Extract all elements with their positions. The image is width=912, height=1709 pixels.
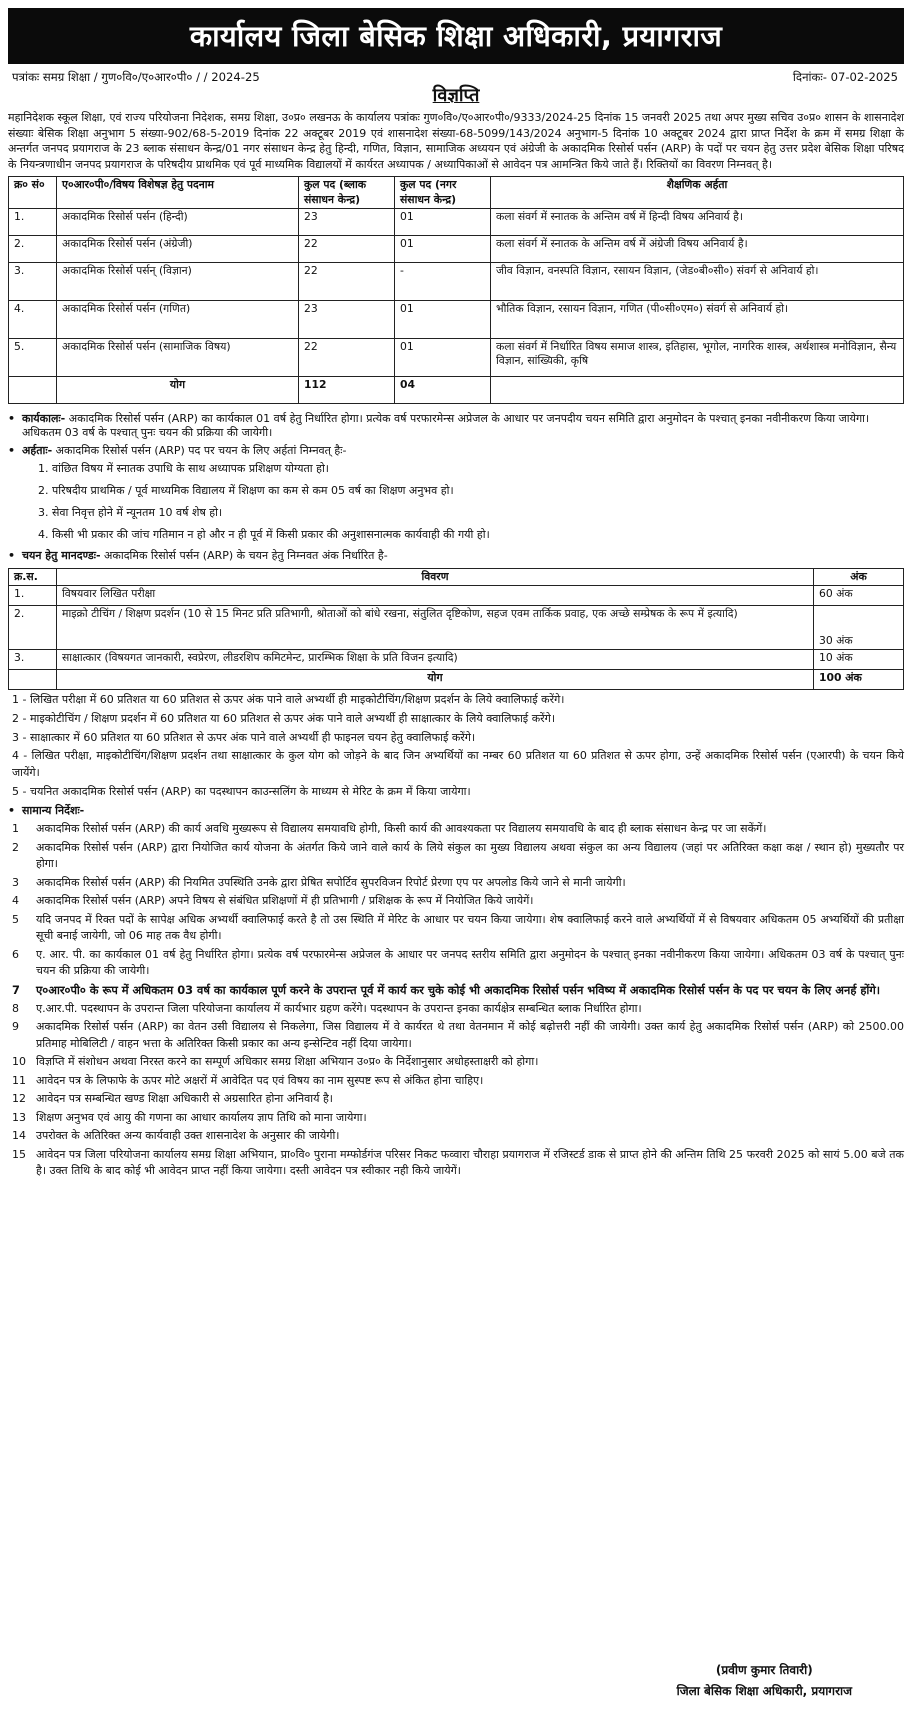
list-item: 12 आवेदन पत्र सम्बन्धित खण्ड शिक्षा अधिकारी से अग्रसारित होना अनिवार्य है। [12, 1092, 333, 1106]
table-row [9, 606, 904, 650]
general-section [8, 804, 904, 819]
cell-sr: 4. [9, 300, 57, 338]
col-nagar-posts: कुल पद (नगर संसाधन केन्द्र) [395, 177, 491, 209]
cell-marks: 60 अंक [814, 586, 904, 606]
table-row [9, 650, 904, 670]
manak-text: अकादमिक रिसोर्स पर्सन (ARP) के चयन हेतु निम्नवत अंक निर्धारित है- [104, 549, 388, 563]
arhata-item: 4. किसी भी प्रकार की जांच गतिमान न हो और न ही पूर्व में किसी प्रकार की अनुशासनात्मक कार्यवाही की गयी हो। [38, 528, 490, 542]
signature-block [677, 1660, 852, 1701]
qualify-note: 2 - माइकोटीचिंग / शिक्षण प्रदर्शन में 60 प्रतिशत या 60 प्रतिशत से ऊपर अंक पाने वाले अभ्यर्थी ही साक्षात्कार के लिये क्वालिफाई करेंगे। [12, 711, 556, 725]
qualify-note: 4 - लिखित परीक्षा, माइकोटीचिंग/शिक्षण प्रदर्शन तथा साक्षात्कार के कुल योग को जोड़ने के बाद जिन अभ्यर्थियों का नम्बर 60 प्रतिशत या 60 प्रतिशत से ऊपर होगा, उन्हें अकादमिक रिसोर्स पर्सन (एआरपी) के चयन किये जायेंगे। [12, 749, 904, 780]
cell-qualification: कला संवर्ग में निर्धारित विषय समाज शास्त्र, इतिहास, भूगोल, नागरिक शास्त्र, अर्थशास्त्र मनोविज्ञान, सैन्य विज्ञान, सांख्यिकी, कृषि [491, 338, 904, 376]
list-item: 15 आवेदन पत्र जिला परियोजना कार्यालय समग्र शिक्षा अभियान, प्रा०वि० पुराना मम्फोर्डगंज परिसर निकट फव्वारा चौराहा प्रयागराज में रजिस्टर्ड डाक से प्राप्त होने की अन्तिम तिथि 25 फरवरी 2025 को सायं 5.00 बजे तक है। उक्त तिथि के बाद कोई भी आवेदन प्राप्त नहीं किया जायेगा। दस्ती आवेदन पत्र स्वीकार नही किये जायेगें। [12, 1147, 904, 1178]
list-item: 5 यदि जनपद में रिक्त पदों के सापेक्ष अधिक अभ्यर्थी क्वालिफाई करते है तो उस स्थिति में मेरिट के आधार पर चयन किया जायेगा। शेष क्वालिफाई करने वाले अभ्यर्थियों में से विषयवार अधिकतम 05 अभ्यर्थियों की प्रतीक्षा सूची बनाई जायेगी, जो 06 माह तक वैध होगी। [12, 912, 904, 943]
letter-date: दिनांकः- 07-02-2025 [792, 70, 898, 84]
posts-total-row [9, 376, 904, 403]
arhata-text: अकादमिक रिसोर्स पर्सन (ARP) पद पर चयन के लिए अर्हतां निम्नवत् हैः- [55, 443, 347, 457]
karyakal-label: कार्यकालः- [22, 411, 66, 425]
list-item: 1 अकादमिक रिसोर्स पर्सन (ARP) की कार्य अवधि मुख्यरूप से विद्यालय समयावधि होगी, किसी कार्य की आवश्यकता पर विद्यालय समयावधि के बाद ही ब्लाक संसाधन केन्द्र पर जा सकेंगें। [12, 822, 767, 836]
table-row [9, 208, 904, 235]
general-label: सामान्य निर्देशः- [22, 803, 85, 817]
cell-block: 22 [299, 235, 395, 262]
list-item: 13 शिक्षण अनुभव एवं आयु की गणना का आधार कार्यालय ज्ञाप तिथि को माना जायेगा। [12, 1110, 367, 1124]
cell-sr: 3. [9, 262, 57, 300]
total-nagar: 04 [395, 376, 491, 403]
cell-nagar: 01 [395, 300, 491, 338]
col-sr: क्र.स. [9, 569, 57, 586]
table-row [9, 586, 904, 606]
cell-post: अकादमिक रिसोर्स पर्सन (गणित) [57, 300, 299, 338]
bullet-icon: • [8, 803, 16, 817]
arhata-item: 3. सेवा निवृत्त होने में न्यूनतम 10 वर्ष शेष हो। [38, 506, 223, 520]
cell-sr: 5. [9, 338, 57, 376]
cell-block: 22 [299, 338, 395, 376]
total-block: 112 [299, 376, 395, 403]
cell-description: विषयवार लिखित परीक्षा [57, 586, 814, 606]
cell-nagar: 01 [395, 338, 491, 376]
list-item: 4 अकादमिक रिसोर्स पर्सन (ARP) अपने विषय से संबंधित प्रशिक्षणों में ही प्रतिभागी / प्रशिक्षक के रूप में नियोजित किये जायेगें। [12, 894, 534, 908]
manak-section [8, 549, 904, 564]
cell-sr: 2. [9, 606, 57, 650]
cell-qualification: जीव विज्ञान, वनस्पति विज्ञान, रसायन विज्ञान, (जेड०बी०सी०) संवर्ग से अनिवार्य हो। [491, 262, 904, 300]
list-item: 11 आवेदन पत्र के लिफाफे के ऊपर मोटे अक्षरों में आवेदित पद एवं विषय का नाम सुस्पष्ट रूप से अंकित होना चाहिए। [12, 1073, 484, 1087]
bullet-icon: • [8, 549, 16, 563]
list-item: 9 अकादमिक रिसोर्स पर्सन (ARP) का वेतन उसी विद्यालय से निकलेगा, जिस विद्यालय में वे कार्यरत थे तथा वेतनमान में कोई बढ़ोत्तरी नहीं की जायेगी। उक्त कार्य हेतु अकादमिक रिसोर्स पर्सन (ARP) को 2500.00 प्रतिमाह मोबिलिटी / वाहन भत्ता के अतिरिक्त किसी प्रकार का अन्य इन्सेन्टिव नहीं दिया जायेगा। [12, 1020, 904, 1050]
col-block-posts: कुल पद (ब्लाक संसाधन केन्द्र) [299, 177, 395, 209]
cell-sr: 3. [9, 650, 57, 670]
col-qualification: शैक्षणिक अर्हता [491, 177, 904, 209]
list-item: 8 ए.आर.पी. पदस्थापन के उपरान्त जिला परियोजना कार्यालय में कार्यभार ग्रहण करेंगे। पदस्थापन के उपरान्त इनका कार्यक्षेत्र सम्बन्धित ब्लाक निर्धारित होगा। [12, 1001, 642, 1015]
cell-post: अकादमिक रिसोर्स पर्सन (अंग्रेजी) [57, 235, 299, 262]
arhata-item: 1. वांछित विषय में स्नातक उपाधि के साथ अध्यापक प्रशिक्षण योग्यता हो। [38, 462, 329, 476]
cell-post: अकादमिक रिसोर्स पर्सन् (विज्ञान) [57, 262, 299, 300]
list-item: 10 विज्ञप्ति में संशोधन अथवा निरस्त करने का सम्पूर्ण अधिकार समग्र शिक्षा अभियान उ०प्र० के निर्देशानुसार अधोहस्ताक्षरी को होगा। [12, 1055, 539, 1069]
signatory-name: (प्रवीण कुमार तिवारी) [715, 1663, 813, 1678]
list-item: 2 अकादमिक रिसोर्स पर्सन (ARP) द्वारा नियोजित कार्य योजना के अंतर्गत किये जाने वाले कार्य के लिये संकुल का मुख्य विद्यालय अथवा संकुल का अन्य विद्यालय (जहां पर अतिरिक्त कक्षा कक्ष / स्थान हो) मुख्यतौर पर होगा। [12, 840, 904, 871]
letter-number: पत्रांकः समग्र शिक्षा / गुण०वि०/ए०आर०पी० / / 2024-25 [12, 70, 260, 84]
cell-description: साक्षात्कार (विषयगत जानकारी, स्वप्रेरण, लीडरशिप कमिटमेन्ट, प्रारम्भिक शिक्षा के प्रति विजन इत्यादि) [57, 650, 814, 670]
arhata-label: अर्हताः- [22, 443, 53, 457]
signatory-designation: जिला बेसिक शिक्षा अधिकारी, प्रयागराज [676, 1683, 852, 1698]
cell-block: 22 [299, 262, 395, 300]
cell-qualification: कला संवर्ग में स्नातक के अन्तिम वर्ष में अंग्रेजी विषय अनिवार्य है। [491, 235, 904, 262]
posts-table [8, 176, 904, 404]
col-post: ए०आर०पी०/विषय विशेषज्ञ हेतु पदनाम [57, 177, 299, 209]
general-instructions [8, 821, 904, 1180]
cell-post: अकादमिक रिसोर्स पर्सन (हिन्दी) [57, 208, 299, 235]
marks-total-row [9, 670, 904, 690]
posts-table-header [9, 177, 904, 209]
arhata-item: 2. परिषदीय प्राथमिक / पूर्व माध्यमिक विद्यालय में शिक्षण का कम से कम 05 वर्ष का शिक्षण अनुभव हो। [38, 484, 454, 498]
cell-sr: 1. [9, 208, 57, 235]
table-row [9, 235, 904, 262]
manak-label: चयन हेतु मानदण्डः- [22, 549, 101, 563]
cell-block: 23 [299, 208, 395, 235]
total-label: योग [57, 376, 299, 403]
arhata-section [8, 444, 904, 459]
notice-title: विज्ञप्ति [432, 85, 480, 106]
marks-table [8, 568, 904, 690]
qualify-note: 1 - लिखित परीक्षा में 60 प्रतिशत या 60 प्रतिशत से ऊपर अंक पाने वाले अभ्यर्थी ही माइकोटीचिंग/शिक्षण प्रदर्शन के लिये क्वालिफाई करेंगे। [12, 693, 565, 707]
cell-post: अकादमिक रिसोर्स पर्सन (सामाजिक विषय) [57, 338, 299, 376]
marks-total-label: योग [57, 670, 814, 690]
table-row [9, 262, 904, 300]
karyakal-section [8, 412, 904, 441]
table-row [9, 338, 904, 376]
cell-marks: 30 अंक [814, 606, 904, 650]
cell-nagar: 01 [395, 235, 491, 262]
bullet-icon: • [8, 411, 16, 425]
table-row [9, 300, 904, 338]
intro-paragraph: महानिदेशक स्कूल शिक्षा, एवं राज्य परियोजना निदेशक, समग्र शिक्षा, उ०प्र० लखनऊ के कार्यालय पत्रांकः गुण०वि०/ए०आर०पी०/9333/2024-25 दिनांक 15 जनवरी 2025 तथा अपर मुख्य सचिव उ०प्र० शासन के शासनादेश संख्याः बेसिक शिक्षा अनुभाग 5 संख्या-902/68-5-2019 दिनांक 22 अक्टूबर 2019 एवं शासनादेश संख्या-68-5099/143/2024 अनुभाग-5 दिनांक 10 अक्टूबर 2024 द्वारा प्राप्त निर्देश के क्रम में समग्र शिक्षा के अन्तर्गत जनपद प्रयागराज के 23 ब्लाक संसाधन केन्द्र/01 नगर संसाधन केन्द्र हेतु हिन्दी, गणित, विज्ञान, सामाजिक अध्ययन एवं अंग्रेजी के अकादमिक रिसोर्स पर्सन (ARP) के पदों पर चयन हेतु उत्तर प्रदेश बेसिक शिक्षा परिषद के नियन्त्रणाधीन जनपद प्रयागराज के परिषदीय प्राथमिक एवं पूर्व माध्यमिक विद्यालयों में कार्यरत अध्यापक / अध्यापिकाओं से आवेदन पत्र आमन्त्रित किये जाते हैं। रिक्तियों का विवरण निम्नवत् है। [8, 111, 904, 171]
qualify-note: 5 - चयनित अकादमिक रिसोर्स पर्सन (ARP) का पदस्थापन काउन्सलिंग के माध्यम से मेरिट के क्रम में किया जायेगा। [12, 784, 471, 798]
cell-block: 23 [299, 300, 395, 338]
cell-nagar: 01 [395, 208, 491, 235]
list-item: 3 अकादमिक रिसोर्स पर्सन (ARP) की नियमित उपस्थिति उनके द्वारा प्रेषित सपोर्टिव सुपरविजन रिपोर्ट प्रेरणा एप पर अपलोड किये जाने से मानी जायेगी। [12, 875, 626, 889]
col-sr: क्र० सं० [9, 177, 57, 209]
col-description: विवरण [57, 569, 814, 586]
list-item: 6 ए. आर. पी. का कार्यकाल 01 वर्ष हेतु निर्धारित होगा। प्रत्येक वर्ष परफारमेन्स अप्रेजल के आधार पर जनपद स्तरीय समिति द्वारा अनुमोदन के पश्चात् इनका नवीनीकरण किया जायेगा। अधिकतम 03 वर्ष के पश्चात् पुनः चयन की प्रक्रिया की जायेगी। [12, 947, 904, 978]
marks-total-value: 100 अंक [814, 670, 904, 690]
karyakal-text: अकादमिक रिसोर्स पर्सन (ARP) का कार्यकाल 01 वर्ष हेतु निर्धारित होगा। प्रत्येक वर्ष परफारमेन्स अप्रेजल के आधार पर जनपदीय चयन समिति द्वारा अनुमोदन के पश्चात् इनका नवीनीकरण किया जायेगा। अधिकतम 03 वर्ष के पश्चात् पुनः चयन की प्रक्रिया की जायेगी। [22, 411, 870, 440]
list-item: 7 ए०आर०पी० के रूप में अधिकतम 03 वर्ष का कार्यकाल पूर्ण करने के उपरान्त पूर्व में कार्य कर चुके कोई भी अकादमिक रिसोर्स पर्सन भविष्य में अकादमिक रिसोर्स पर्सन के पद पर चयन के लिए अनर्ह होंगे। [12, 982, 881, 997]
bullet-icon: • [8, 443, 16, 457]
cell-nagar: - [395, 262, 491, 300]
cell-sr: 1. [9, 586, 57, 606]
cell-qualification: भौतिक विज्ञान, रसायन विज्ञान, गणित (पी०सी०एम०) संवर्ग से अनिवार्य हो। [491, 300, 904, 338]
cell-qualification: कला संवर्ग में स्नातक के अन्तिम वर्ष में हिन्दी विषय अनिवार्य है। [491, 208, 904, 235]
office-title: कार्यालय जिला बेसिक शिक्षा अधिकारी, प्रयागराज [8, 8, 904, 64]
qualify-note: 3 - साक्षात्कार में 60 प्रतिशत या 60 प्रतिशत से ऊपर अंक पाने वाले अभ्यर्थी ही फाइनल चयन हेतु क्वालिफाई करेंगे। [12, 730, 476, 744]
col-marks: अंक [814, 569, 904, 586]
cell-marks: 10 अंक [814, 650, 904, 670]
marks-table-header [9, 569, 904, 586]
list-item: 14 उपरोक्त के अतिरिक्त अन्य कार्यवाही उक्त शासनादेश के अनुसार की जायेगी। [12, 1129, 340, 1143]
cell-sr: 2. [9, 235, 57, 262]
cell-description: माइक्रो टीचिंग / शिक्षण प्रदर्शन (10 से 15 मिनट प्रति प्रतिभागी, श्रोताओं को बांधे रखना, संतुलित दृष्टिकोण, सहज एवम तार्किक प्रवाह, एक अच्छे सम्प्रेषक के रूप में इत्यादि) [57, 606, 814, 650]
